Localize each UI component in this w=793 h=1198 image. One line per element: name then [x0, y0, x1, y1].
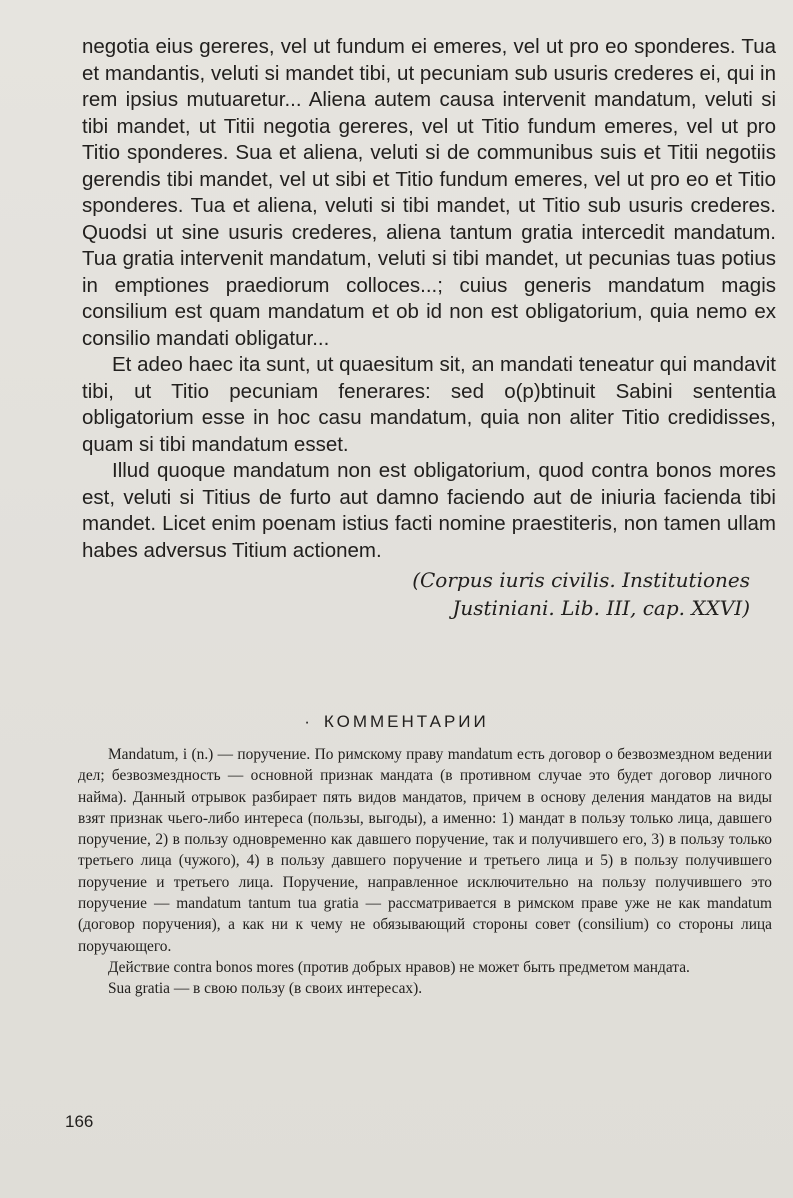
latin-source-text: [82, 34, 776, 622]
commentary-heading: [0, 710, 793, 734]
citation-line-2: Justiniani. Lib. III, cap. XXVI): [452, 596, 750, 620]
latin-paragraph-1: negotia eius gereres, vel ut fundum ei emeres, vel ut pro eo sponderes. Tua et mandantis, veluti si mandet tibi, ut pecuniam sub usuris crederes ei, qui in rem ipsius mutuaretur... Aliena autem causa intervenit mandatum, veluti si tibi mandet, ut Titii negotia gereres, vel ut Titio fundum emeres, vel ut pro Titio sponderes. Sua et aliena, veluti si de communibus suis et Titii negotiis gerendis tibi mandet, vel ut sibi et Titio fundum emeres, vel ut pro eo et Titio sponderes. Tua et aliena, veluti si tibi mandet, ut Titio sub usuris crederes. Quodsi ut sine usuris crederes, aliena tantum gratia intercedit mandatum. Tua gratia intervenit mandatum, veluti si tibi mandet, ut pecunias tuas potius in emptiones praediorum colloces...; cuius generis mandatum magis consilium est quam mandatum et ob id non est obligatorium, quia nemo ex consilio mandati obligatur...: [82, 35, 776, 350]
page-number: 166: [65, 1112, 94, 1131]
commentary-text: [78, 744, 772, 1000]
heading-mark: ·: [304, 712, 310, 731]
commentary-paragraph-2: Действие contra bonos mores (против добрых нравов) не может быть предметом мандата.: [108, 958, 690, 976]
latin-paragraph-3: Illud quoque mandatum non est obligatorium, quod contra bonos mores est, veluti si Titius de furto aut damno faciendo aut de iniuria facienda tibi mandet. Licet enim poenam istius facti nomine praestiteris, non tamen ullam habes adversus Titium actionem.: [82, 459, 776, 562]
source-citation: [82, 566, 750, 622]
latin-paragraph-2: Et adeo haec ita sunt, ut quaesitum sit, an mandati teneatur qui mandavit tibi, ut Titio pecuniam fenerares: sed o(p)btinuit Sabini sententia obligatorium esse in hoc casu mandatum, quia non aliter Titio credidisses, quam si tibi mandatum esset.: [82, 353, 776, 456]
commentary-paragraph-3: Sua gratia — в свою пользу (в своих интересах).: [108, 980, 423, 998]
commentary-paragraph-1: Mandatum, i (n.) — поручение. По римскому праву mandatum есть договор о безвозмездном ведении дел; безвозмездность — основной признак мандата (в противном случае это будет договор личного найма). Данный отрывок разбирает пять видов мандатов, причем в основу деления мандатов на виды взят признак чьего-либо интереса (пользы, выгоды), а именно: 1) мандат в пользу только лица, давшего поручение, 2) в пользу одновременно как давшего поручение, так и получившего его, 3) в пользу только третьего лица (чужого), 4) в пользу давшего поручение и третьего лица и 5) в пользу получившего поручение и третьего лица. Поручение, направленное исключительно на пользу получившего это поручение — mandatum tantum tua gratia — рассматривается в римском праве уже не как mandatum (договор поручения), а как ни к чему не обязывающий стороны совет (consilium) со стороны лица поручающего.: [78, 746, 772, 955]
commentary-title: КОММЕНТАРИИ: [323, 712, 489, 731]
citation-line-1: (Corpus iuris civilis. Institutiones: [412, 568, 750, 592]
